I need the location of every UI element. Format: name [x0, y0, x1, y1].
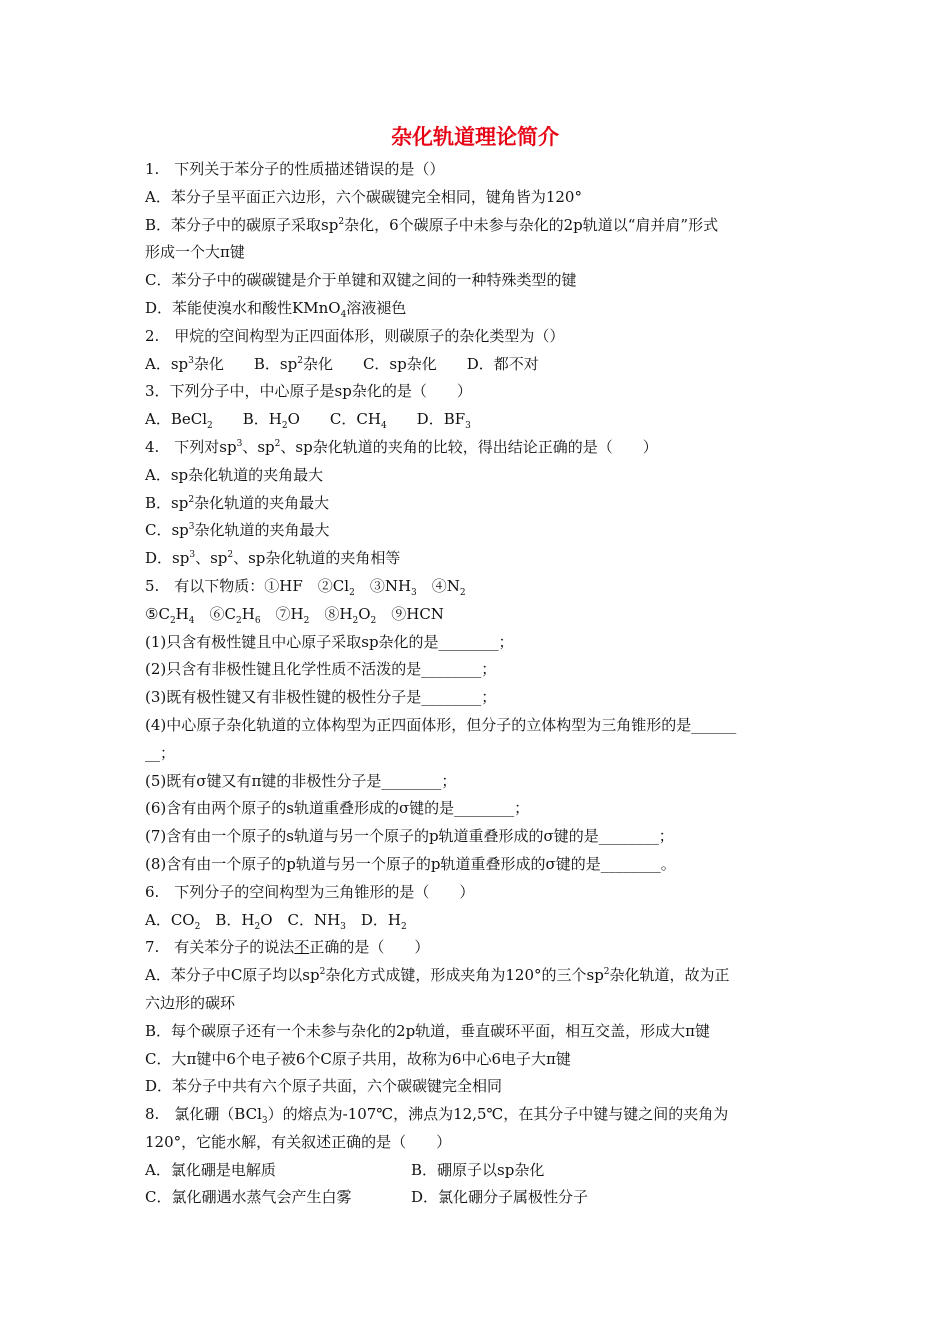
q4-option-d: D．$sp^3$、$sp^2$、sp杂化轨道的夹角相等: [145, 549, 401, 568]
q8-options-cd: C．氯化硼遇水蒸气会产生白雾 D．氯化硼分子属极性分子: [145, 1188, 589, 1207]
q5-part-7: (7)含有由一个原子的s轨道与另一个原子的p轨道重叠形成的σ键的是________；: [145, 827, 674, 846]
q4-option-b: B．$sp^2$杂化轨道的夹角最大: [145, 493, 330, 512]
q7-option-b: B．每个碳原子还有一个未参与杂化的2p轨道，垂直碳环平面，相互交盖，形成大π键: [145, 1021, 711, 1040]
q1-stem: 1. 下列关于苯分子的性质描述错误的是（）: [145, 160, 445, 178]
q5-part-1: (1)只含有极性键且中心原子采取sp杂化的是________；: [145, 632, 514, 651]
q4-stem: 4. 下列对$sp^3$、$sp^2$、sp杂化轨道的夹角的比较，得出结论正确的是（ ）: [145, 437, 658, 456]
q5-substances-line1: 5. 有以下物质：①HF $②Cl_2$ $③NH_3$ $④N_2$: [145, 576, 466, 598]
q1-option-a: A．苯分子呈平面正六边形，六个碳碳键完全相同，键角皆为120°: [145, 187, 582, 206]
q1-option-b-line1: B．苯分子中的碳原子采取$sp^2$杂化，6个碳原子中未参与杂化的2p轨道以“肩并肩”形式: [145, 215, 719, 234]
q4-option-c: C．$sp^3$杂化轨道的夹角最大: [145, 521, 330, 540]
q4-option-a: A．sp杂化轨道的夹角最大: [145, 465, 324, 484]
q5-substances-line2: $⑤C_2H_4$ $⑥C_2H_6$ $⑦H_2$ $⑧H_2O_2$ ⑨HCN: [145, 604, 444, 626]
q8-stem-line1: 8. 氯化硼（BCl$_3$）的熔点为-107℃，沸点为12,5℃，在其分子中键与键之间的夹角为: [145, 1105, 729, 1127]
q6-stem: 6. 下列分子的空间构型为三角锥形的是（ ）: [145, 882, 475, 901]
q1-option-c: C．苯分子中的碳碳键是介于单键和双键之间的一种特殊类型的键: [145, 271, 577, 290]
q2-stem: 2. 甲烷的空间构型为正四面体形，则碳原子的杂化类型为（）: [145, 326, 565, 345]
q7-option-d: D．苯分子中共有六个原子共面，六个碳碳键完全相同: [145, 1077, 503, 1096]
q3-options: A．BeCl$_2$ B．$H_2O$ C．$CH_4$ D．$BF_3$: [145, 410, 471, 432]
question-list: [145, 156, 813, 1212]
q7-option-a-line1: A．苯分子中C原子均以$sp^2$杂化方式成键，形成夹角为120°的三个$sp^2$杂化轨道，故为正: [145, 966, 730, 985]
q5-part-4-line1: (4)中心原子杂化轨道的立体构型为正四面体形，但分子的立体构型为三角锥形的是______: [145, 715, 737, 734]
q5-part-5: (5)既有σ键又有π键的非极性分子是________；: [145, 771, 457, 790]
q7-option-a-line2: 六边形的碳环: [145, 993, 236, 1012]
q5-part-3: (3)既有极性键又有非极性键的极性分子是________；: [145, 688, 497, 707]
q7-option-c: C．大π键中6个电子被6个C原子共用，故称为6中心6电子大π键: [145, 1049, 571, 1068]
q8-options-ab: A．氯化硼是电解质 B．硼原子以sp杂化: [145, 1160, 545, 1179]
q1-option-b-line2: 形成一个大π键: [145, 243, 245, 262]
q6-options: A．$CO_2$ B．$H_2O$ C．$NH_3$ D．$H_2$: [145, 910, 407, 932]
q1-option-d: D．苯能使溴水和酸性KMnO$_4$溶液褪色: [145, 298, 407, 320]
q5-part-8: (8)含有由一个原子的p轨道与另一个原子的p轨道重叠形成的σ键的是________。: [145, 854, 676, 873]
q5-part-2: (2)只含有非极性键且化学性质不活泼的是________；: [145, 660, 497, 679]
q8-stem-line2: 120°，它能水解，有关叙述正确的是（ ）: [145, 1132, 452, 1151]
q5-part-4-line2: __；: [145, 743, 176, 762]
q2-options: A．$sp^3$杂化 B．$sp^2$杂化 C．sp杂化 D．都不对: [145, 354, 539, 373]
q3-stem: 3．下列分子中，中心原子是sp杂化的是（ ）: [145, 382, 472, 401]
q5-part-6: (6)含有由两个原子的s轨道重叠形成的σ键的是________；: [145, 799, 530, 818]
q7-stem: 7. 有关苯分子的说法不正确的是（ ）: [145, 938, 430, 957]
page-title: 杂化轨道理论简介: [391, 125, 559, 149]
